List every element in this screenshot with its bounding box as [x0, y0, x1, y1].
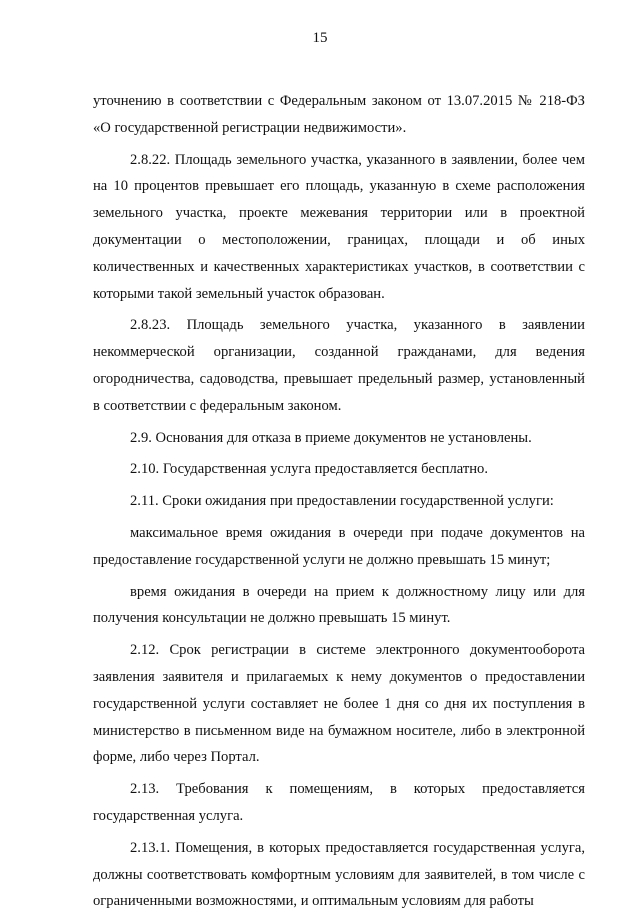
paragraph-2-8-23: 2.8.23. Площадь земельного участка, указанного в заявлении некоммерческой организации, созданной гражданами, для ведения огородничества, садоводства, превышает предельный размер, установленный в соответствии с федеральным законом.: [93, 317, 585, 414]
paragraph-2-13: 2.13. Требования к помещениям, в которых предоставляется государственная услуга.: [93, 781, 585, 824]
paragraph-2-11-max-wait: максимальное время ожидания в очереди при подаче документов на предоставление государственной услуги не должно превышать 15 минут;: [93, 524, 585, 568]
paragraph-2-12: 2.12. Срок регистрации в системе электронного документооборота заявления заявителя и прилагаемых к нему документов о предоставлении государственной услуги составляет не более 1 дня со дня их поступления в министерство в письменном виде на бумажном носителе, либо в электронной форме, либо через Портал.: [93, 642, 585, 766]
paragraph-2-9: 2.9. Основания для отказа в приеме документов не установлены.: [130, 429, 532, 446]
paragraph-2-10: 2.10. Государственная услуга предоставляется бесплатно.: [130, 461, 489, 478]
document-body: [93, 88, 585, 915]
paragraph-2-11-reception-wait: время ожидания в очереди на прием к должностному лицу или для получения консультации не должно превышать 15 минут.: [93, 583, 585, 627]
paragraph-2-13-1: 2.13.1. Помещения, в которых предоставляется государственная услуга, должны соответствовать комфортным условиям для заявителей, в том числе с ограниченными возможностями, и оптимальным условиям для работы: [93, 839, 585, 910]
paragraph-continuation: уточнению в соответствии с Федеральным законом от 13.07.2015 № 218-ФЗ «О государственной регистрации недвижимости».: [93, 93, 585, 136]
paragraph-2-11: 2.11. Сроки ожидания при предоставлении государственной услуги:: [130, 493, 554, 510]
paragraph-2-8-22: 2.8.22. Площадь земельного участка, указанного в заявлении, более чем на 10 процентов превышает его площадь, указанную в схеме расположения земельного участка, проекте межевания территории или в проектной документации о местоположении, границах, площади и об иных количественных и качественных характеристиках участков, в соответствии с которыми такой земельный участок образован.: [93, 151, 585, 302]
page-number: 15: [312, 30, 328, 46]
